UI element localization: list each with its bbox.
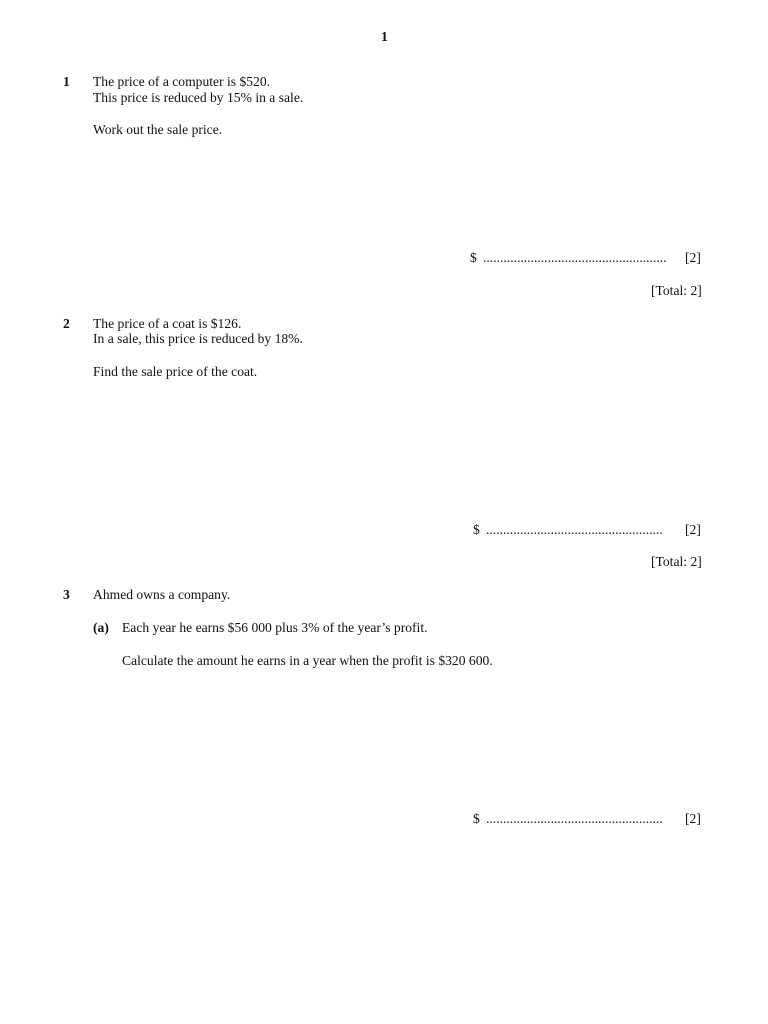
question-text-line: This price is reduced by 15% in a sale. — [93, 90, 304, 105]
marks-label: [2] — [685, 250, 701, 265]
question-text-line: The price of a coat is $126. — [93, 316, 242, 331]
answer-line[interactable]: ...................................................... — [483, 250, 667, 265]
question-text-line: The price of a computer is $520. — [93, 74, 271, 89]
marks-label: [2] — [685, 811, 701, 826]
question-instruction: Work out the sale price. — [93, 122, 223, 137]
total-marks: [Total: 2] — [651, 283, 702, 298]
answer-currency: $ — [470, 250, 477, 265]
question-number: 2 — [63, 316, 70, 331]
question-number: 3 — [63, 587, 70, 602]
answer-line[interactable]: .................................................... — [486, 522, 663, 537]
total-marks: [Total: 2] — [651, 554, 702, 569]
answer-currency: $ — [473, 811, 480, 826]
question-number: 1 — [63, 74, 70, 89]
answer-currency: $ — [473, 522, 480, 537]
question-text-line: In a sale, this price is reduced by 18%. — [93, 331, 303, 346]
part-label: (a) — [93, 620, 109, 635]
part-text: Each year he earns $56 000 plus 3% of the year’s profit. — [122, 620, 428, 635]
answer-line[interactable]: .................................................... — [486, 811, 663, 826]
marks-label: [2] — [685, 522, 701, 537]
page-number: 1 — [381, 29, 388, 44]
question-instruction: Find the sale price of the coat. — [93, 364, 258, 379]
question-text-line: Ahmed owns a company. — [93, 587, 231, 602]
part-instruction: Calculate the amount he earns in a year when the profit is $320 600. — [122, 653, 493, 668]
